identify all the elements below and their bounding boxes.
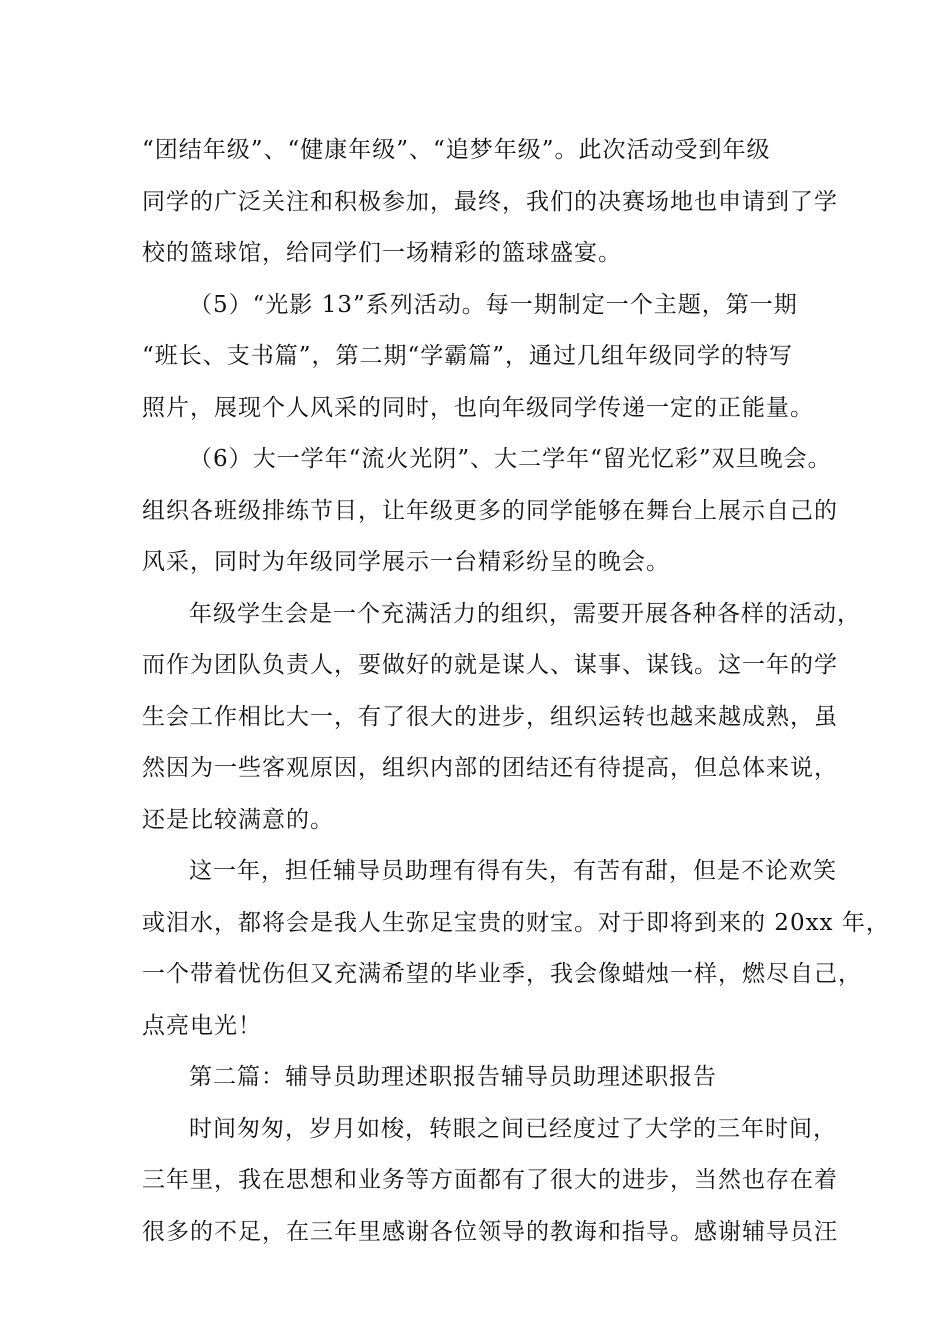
text-line: 第二篇：辅导员助理述职报告辅导员助理述职报告	[189, 1064, 717, 1090]
text-line: 还是比较满意的。	[142, 806, 334, 833]
text-line: 很多的不足，在三年里感谢各位领导的教诲和指导。感谢辅导员汪	[142, 1218, 838, 1245]
text-line: 风采，同时为年级同学展示一台精彩纷呈的晚会。	[142, 549, 670, 575]
text-line: 年级学生会是一个充满活力的组织，需要开展各种各样的活动，	[189, 600, 861, 627]
text-line: 一个带着忧伤但又充满希望的毕业季，我会像蜡烛一样，燃尽自己，	[142, 961, 862, 987]
text-line: （6）大一学年“流火光阴”、大二学年“留光忆彩”双旦晚会。	[189, 446, 832, 472]
text-line: “团结年级”、“健康年级”、“追梦年级”。此次活动受到年级	[142, 137, 771, 163]
text-line: 照片，展现个人风采的同时，也向年级同学传递一定的正能量。	[142, 394, 814, 421]
text-line: 三年里，我在思想和业务等方面都有了很大的进步，当然也存在着	[142, 1167, 838, 1193]
text-line: 或泪水，都将会是我人生弥足宝贵的财宝。对于即将到来的 20xx 年，	[142, 909, 890, 936]
text-line: 而作为团队负责人，要做好的就是谋人、谋事、谋钱。这一年的学	[142, 652, 838, 678]
text-line: 组织各班级排练节目，让年级更多的同学能够在舞台上展示自己的	[142, 497, 838, 524]
text-line: 生会工作相比大一，有了很大的进步，组织运转也越来越成熟，虽	[142, 703, 838, 730]
text-line: （5）“光影 13”系列活动。每一期制定一个主题，第一期	[189, 291, 798, 318]
text-line: 这一年，担任辅导员助理有得有失，有苦有甜，但是不论欢笑	[189, 858, 837, 884]
text-line: 然因为一些客观原因，组织内部的团结还有待提高，但总体来说，	[142, 755, 838, 781]
text-line: “班长、支书篇”，第二期“学霸篇”，通过几组年级同学的特写	[142, 343, 794, 369]
text-line: 时间匆匆，岁月如梭，转眼之间已经度过了大学的三年时间，	[189, 1115, 837, 1142]
text-line: 点亮电光！	[142, 1012, 262, 1039]
text-line: 同学的广泛关注和积极参加，最终，我们的决赛场地也申请到了学	[142, 188, 838, 215]
text-line: 校的篮球馆，给同学们一场精彩的篮球盛宴。	[142, 240, 622, 266]
document-body	[142, 125, 890, 1258]
